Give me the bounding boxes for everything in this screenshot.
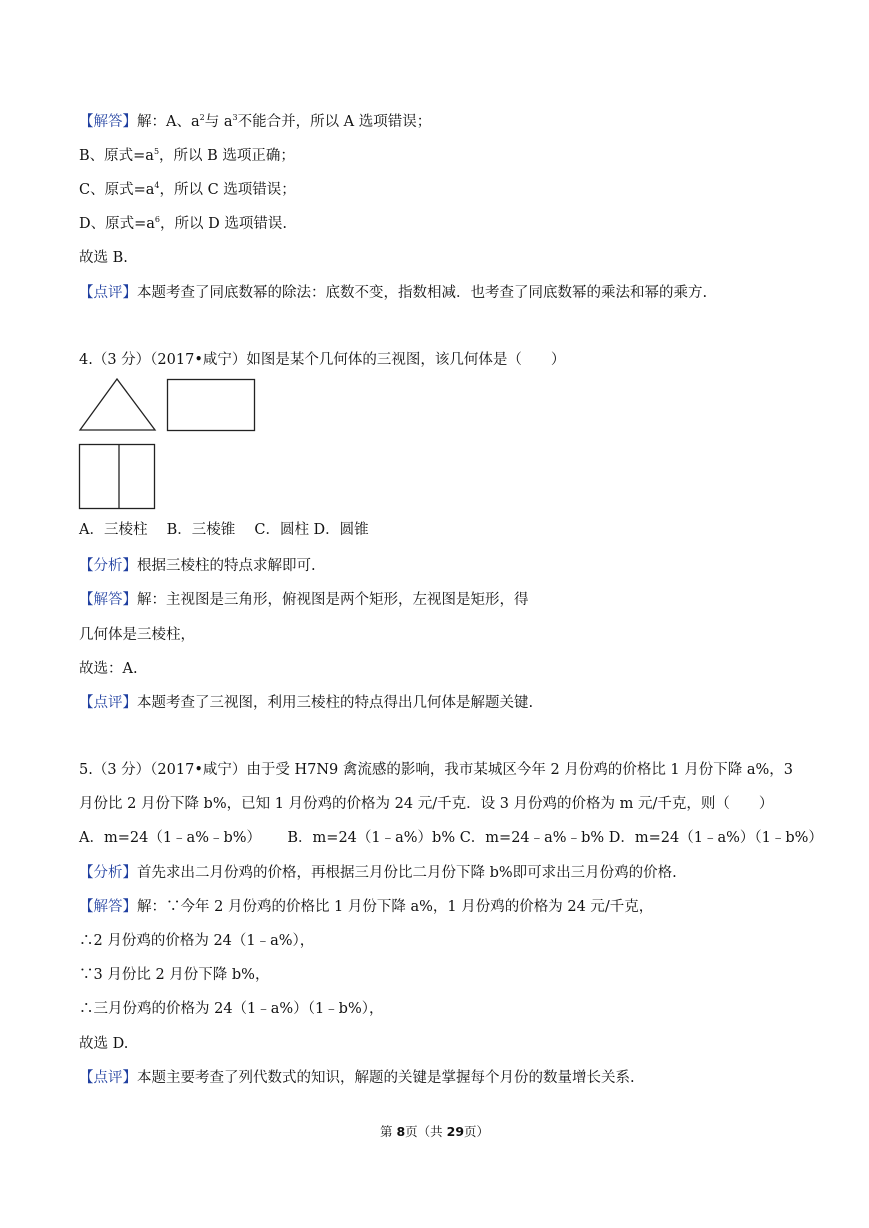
q3-line-d: D、原式$=a^6$，所以 D 选项错误. [79, 215, 287, 232]
q3-review: 【点评】本题考查了同底数幂的除法：底数不变，指数相减．也考查了同底数幂的乘法和幂的乘方. [79, 285, 708, 301]
total-pages: 29 [446, 1124, 465, 1139]
review-tag: 【点评】 [79, 285, 137, 301]
review-tag: 【点评】 [79, 1070, 137, 1086]
q4-three-views-figure [76, 376, 260, 516]
q3-answer-line: 【解答】解：A、$a^2$与 $a^3$不能合并，所以 A 选项错误； [79, 113, 432, 130]
q5-review: 【点评】本题主要考查了列代数式的知识，解题的关键是掌握每个月份的数量增长关系. [79, 1070, 635, 1086]
q5-step-3: ∴三月份鸡的价格为 24（1﹣a%）（1﹣b%）， [79, 1001, 384, 1017]
q4-answer: 【解答】解：主视图是三角形，俯视图是两个矩形，左视图是矩形，得 [79, 592, 529, 608]
answer-tag: 【解答】 [79, 899, 137, 915]
q4-stem: 4.（3 分）（2017•咸宁）如图是某个几何体的三视图，该几何体是（ ） [79, 352, 566, 368]
answer-tag: 【解答】 [79, 114, 137, 130]
q5-stem-line-2: 月份比 2 月份下降 b%，已知 1 月份鸡的价格为 24 元/千克．设 3 月份鸡的价格为 m 元/千克，则（ ） [79, 796, 774, 812]
rectangle-top-view-icon [168, 380, 255, 431]
q4-analysis: 【分析】根据三棱柱的特点求解即可. [79, 558, 316, 574]
q5-step-2: ∵3 月份比 2 月份下降 b%， [79, 967, 270, 983]
q4-review: 【点评】本题考查了三视图，利用三棱柱的特点得出几何体是解题关键. [79, 695, 534, 711]
triangle-front-view-icon [80, 379, 155, 430]
answer-tag: 【解答】 [79, 592, 137, 608]
analysis-tag: 【分析】 [79, 865, 137, 881]
page-number: 8 [396, 1124, 406, 1139]
q5-stem-line-1: 5.（3 分）（2017•咸宁）由于受 H7N9 禽流感的影响，我市某城区今年 2 月份鸡的价格比 1 月份下降 a%，3 [79, 762, 794, 778]
q3-choose: 故选 B. [79, 250, 128, 266]
split-rectangle-side-view-icon [80, 445, 155, 509]
q5-analysis: 【分析】首先求出二月份鸡的价格，再根据三月份比二月份下降 b%即可求出三月份鸡的价格. [79, 865, 677, 881]
review-tag: 【点评】 [79, 695, 137, 711]
q3-line-b: B、原式$=a^5$，所以 B 选项正确； [79, 147, 295, 164]
q5-step-1: ∴2 月份鸡的价格为 24（1﹣a%）， [79, 933, 315, 949]
page-footer: 第 8页（共 29页） [379, 1124, 490, 1139]
q5-answer: 【解答】解：∵今年 2 月份鸡的价格比 1 月份下降 a%，1 月份鸡的价格为 24 元/千克， [79, 899, 654, 915]
q4-options: A．三棱柱 B．三棱锥 C．圆柱 D．圆锥 [79, 522, 369, 538]
q3-line-c: C、原式$=a^4$，所以 C 选项错误； [79, 181, 296, 198]
q4-answer-2: 几何体是三棱柱， [79, 627, 195, 643]
analysis-tag: 【分析】 [79, 558, 137, 574]
q4-choose: 故选：A. [79, 661, 138, 677]
q5-options: A．m=24（1﹣a%﹣b%） B．m=24（1﹣a%）b% C．m=24﹣a%﹣b% D．m=24（1﹣a%）（1﹣b%） [79, 830, 823, 846]
q5-choose: 故选 D. [79, 1036, 129, 1052]
